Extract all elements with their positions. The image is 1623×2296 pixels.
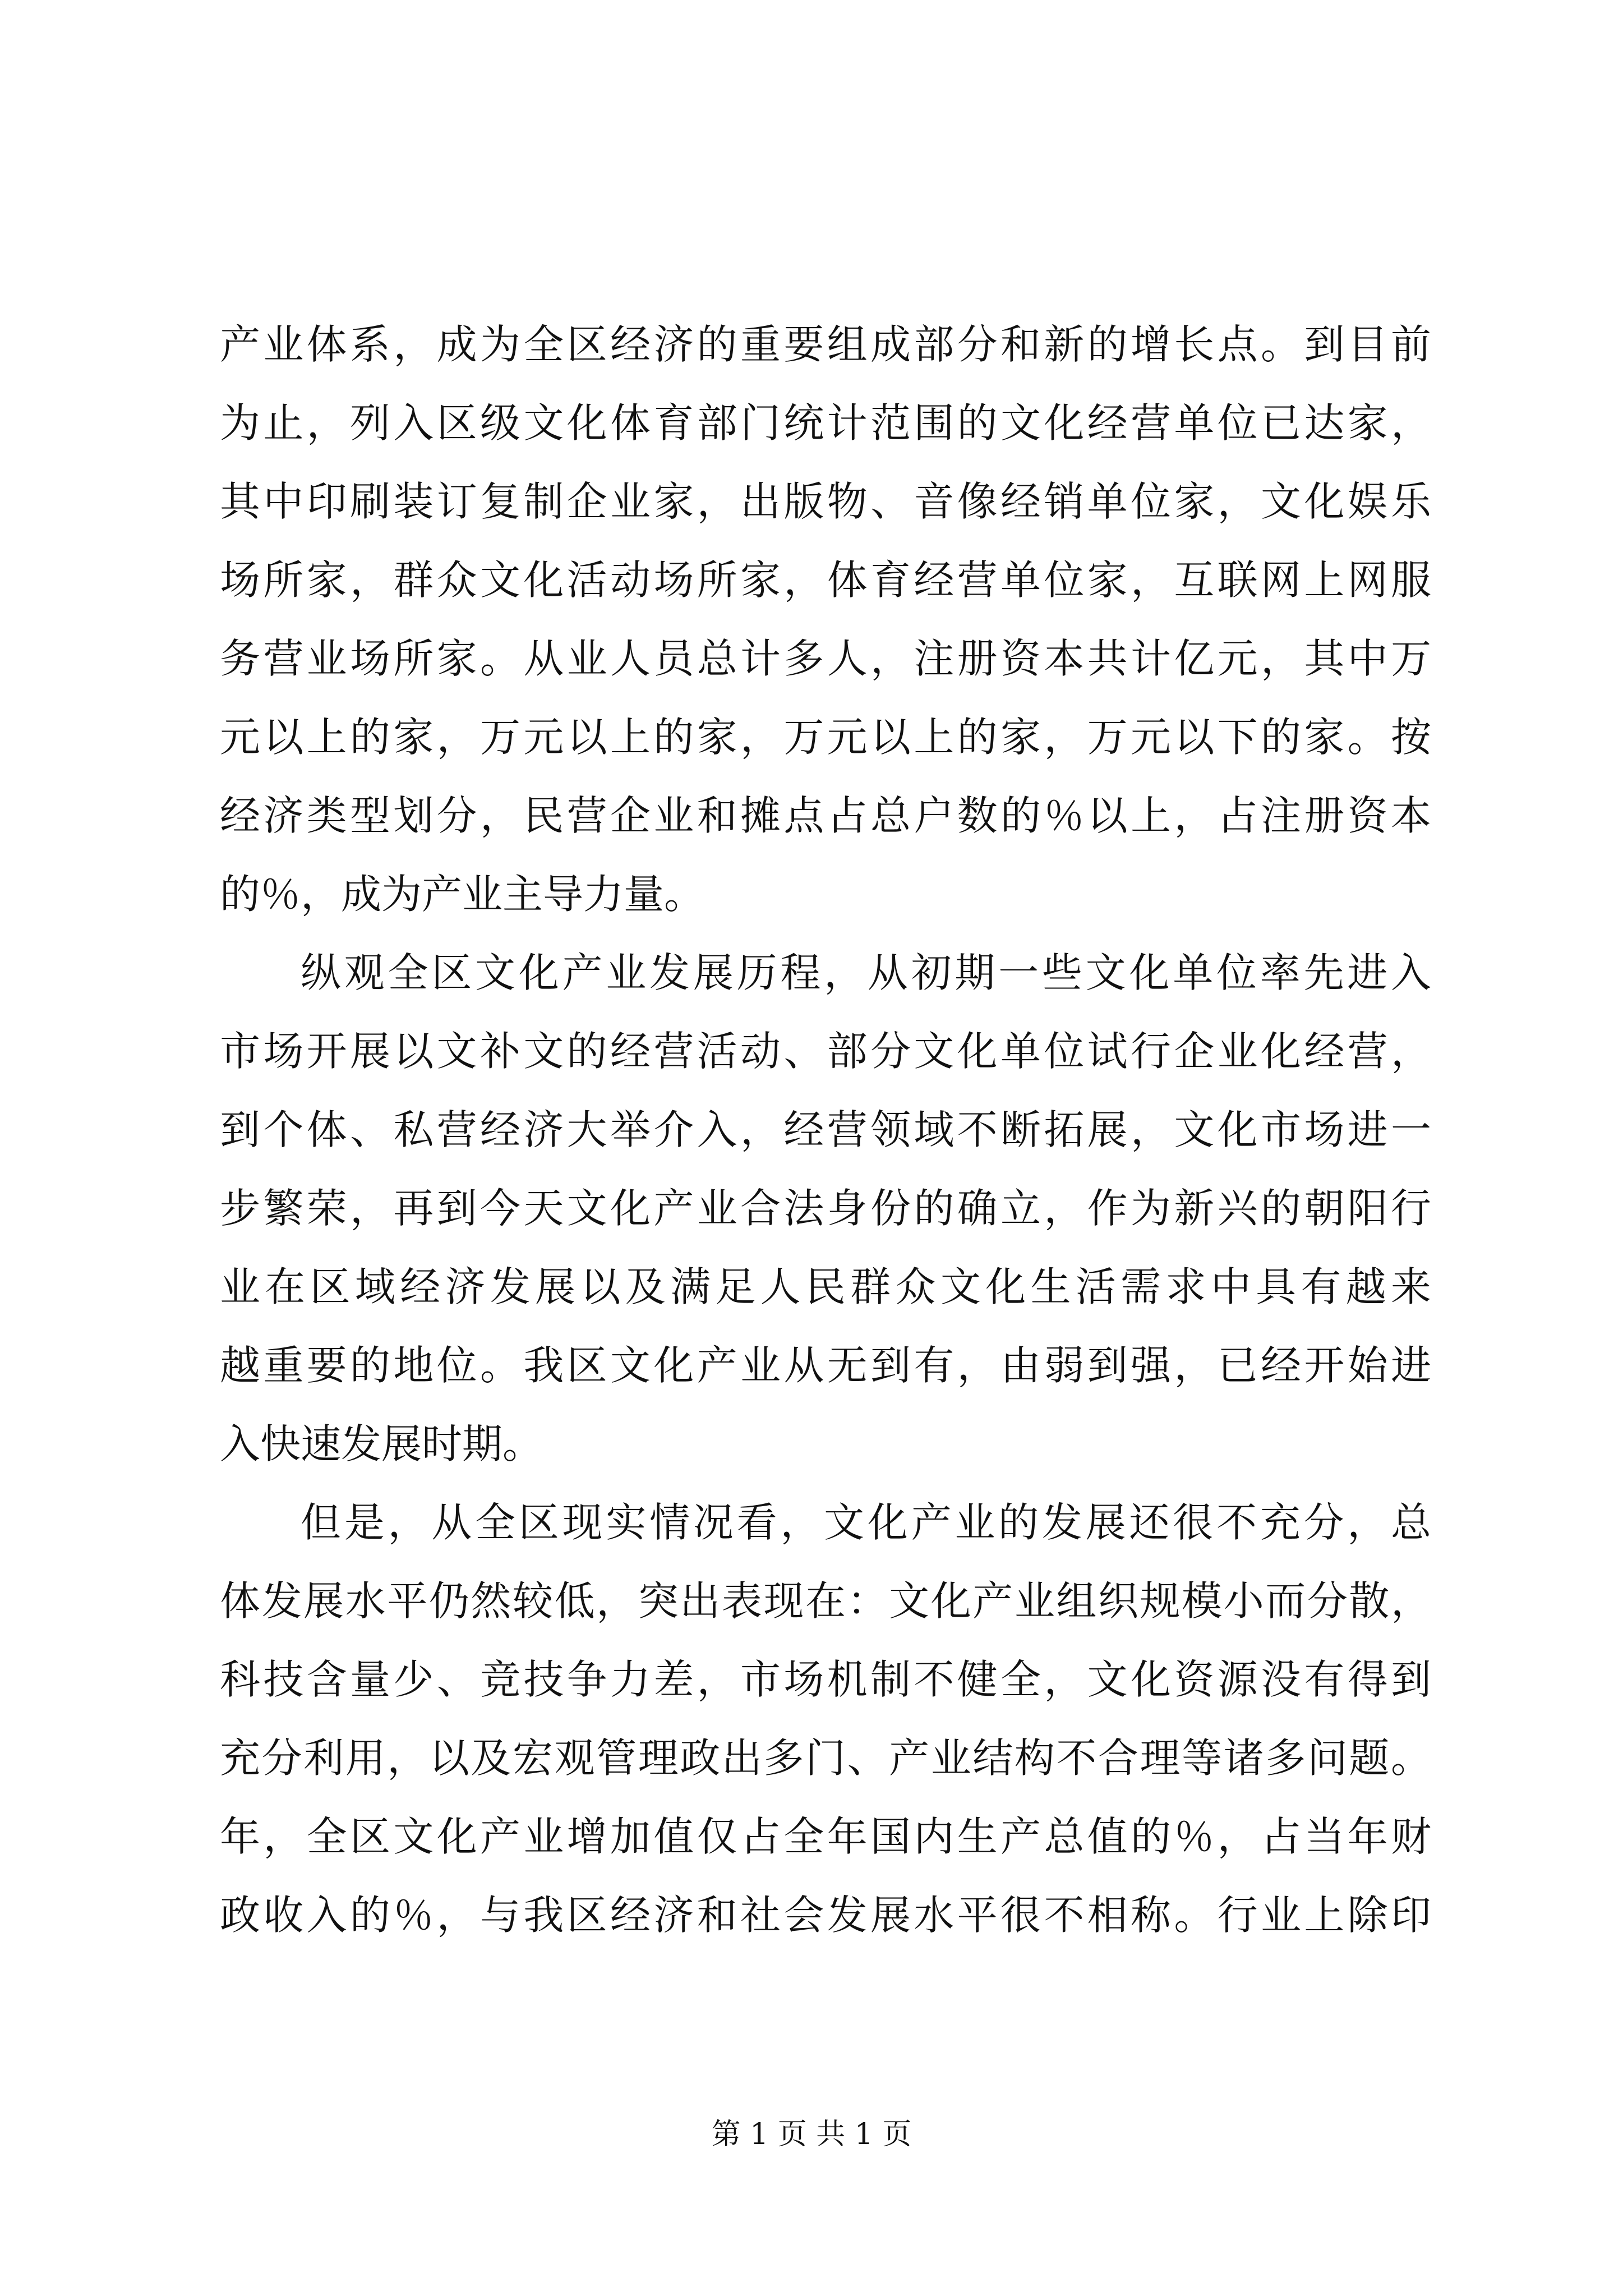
text-line: 政收入的％，与我区经济和社会发展水平很不相称。行业上除印	[220, 1892, 1431, 1939]
text-line: 其中印刷装订复制企业家，出版物、音像经销单位家，文化娱乐	[220, 478, 1431, 525]
text-line: 入快速发展时期。	[220, 1420, 543, 1467]
text-line: 体发展水平仍然较低，突出表现在：文化产业组织规模小而分散，	[220, 1577, 1431, 1625]
text-line: 场所家，群众文化活动场所家，体育经营单位家，互联网上网服	[220, 556, 1431, 604]
text-line: 步繁荣，再到今天文化产业合法身份的确立，作为新兴的朝阳行	[220, 1185, 1431, 1232]
text-line: 年，全区文化产业增加值仅占全年国内生产总值的％，占当年财	[220, 1813, 1431, 1860]
text-line: 市场开展以文补文的经营活动、部分文化单位试行企业化经营，	[220, 1028, 1431, 1075]
text-line: 务营业场所家。从业人员总计多人，注册资本共计亿元，其中万	[220, 635, 1431, 682]
text-line: 业在区域经济发展以及满足人民群众文化生活需求中具有越来	[220, 1263, 1431, 1310]
text-line: 为止，列入区级文化体育部门统计范围的文化经营单位已达家，	[220, 399, 1431, 447]
text-line: 的％，成为产业主导力量。	[220, 871, 705, 918]
text-line: 产业体系，成为全区经济的重要组成部分和新的增长点。到目前	[220, 321, 1431, 368]
text-line: 科技含量少、竞技争力差，市场机制不健全，文化资源没有得到	[220, 1656, 1431, 1703]
text-line: 但是，从全区现实情况看，文化产业的发展还很不充分，总	[301, 1499, 1431, 1546]
page-footer: 第 1 页 共 1 页	[711, 2118, 912, 2151]
text-line: 充分利用，以及宏观管理政出多门、产业结构不合理等诸多问题。	[220, 1734, 1431, 1782]
text-line: 越重要的地位。我区文化产业从无到有，由弱到强，已经开始进	[220, 1342, 1431, 1389]
text-line: 经济类型划分，民营企业和摊点占总户数的％以上，占注册资本	[220, 792, 1431, 839]
text-line: 到个体、私营经济大举介入，经营领域不断拓展，文化市场进一	[220, 1106, 1431, 1153]
text-line: 元以上的家，万元以上的家，万元以上的家，万元以下的家。按	[220, 714, 1431, 761]
text-line: 纵观全区文化产业发展历程，从初期一些文化单位率先进入	[301, 949, 1431, 996]
